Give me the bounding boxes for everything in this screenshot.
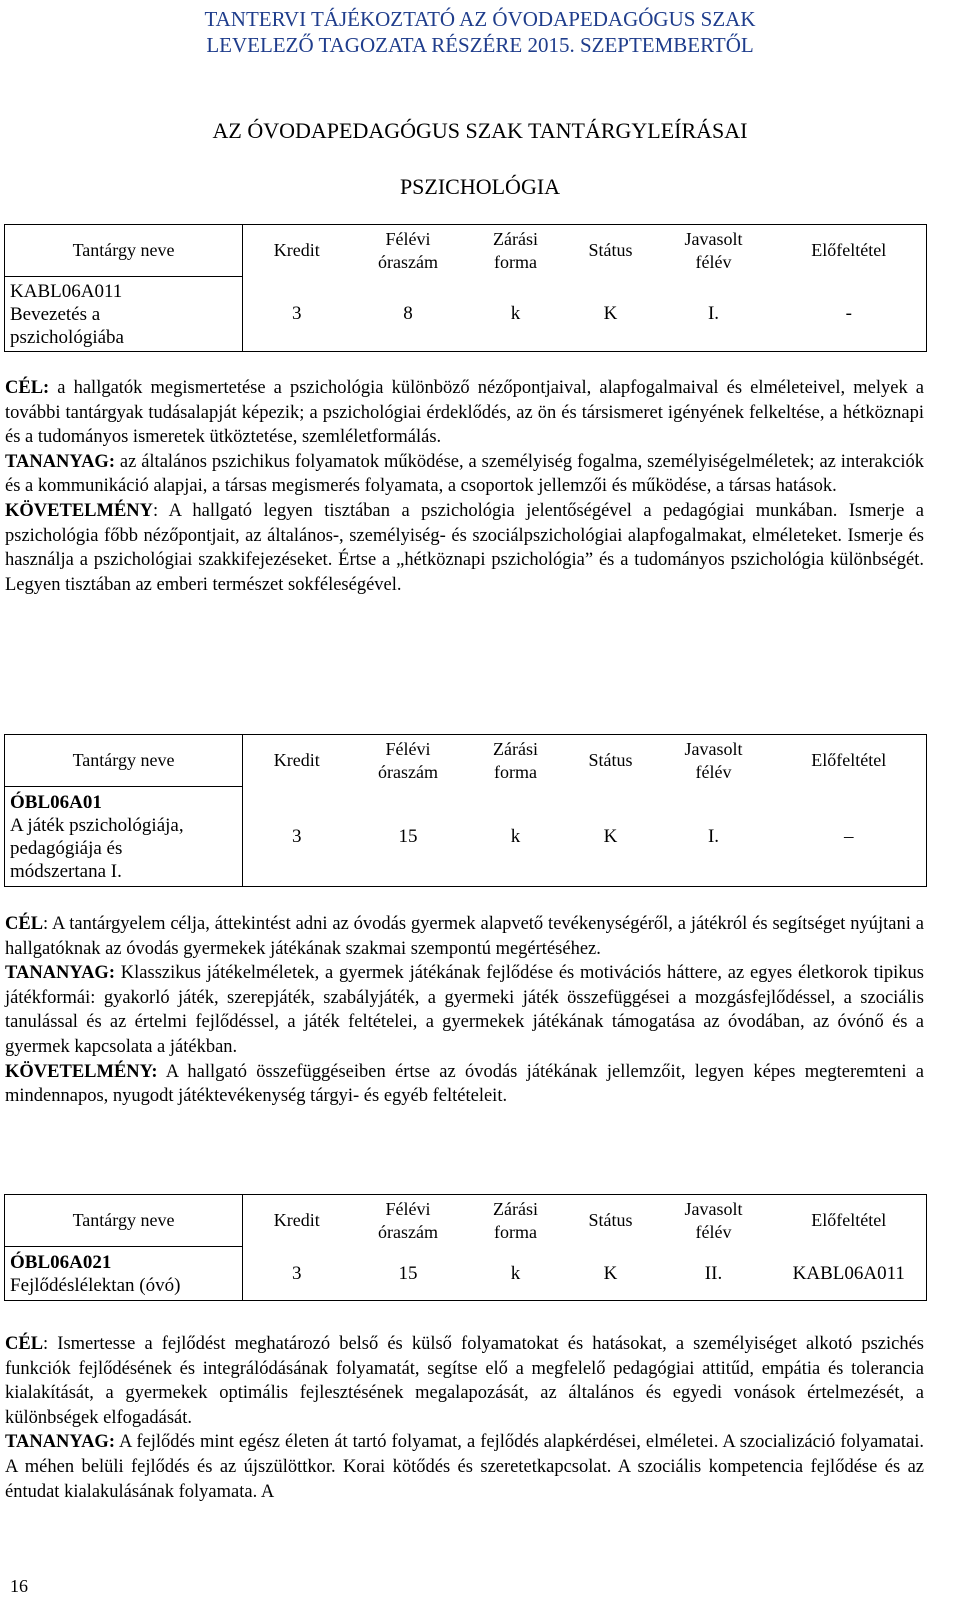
course-exam: k (510, 1262, 521, 1284)
course-prereq: – (844, 825, 854, 847)
course-name-line: Fejlődéslélektan (óvó) (10, 1274, 181, 1296)
header-prereq: Előfeltétel (811, 750, 887, 771)
course-status: K (603, 1262, 618, 1284)
header-hours: Félévi óraszám (378, 738, 438, 782)
cel-paragraph (5, 912, 924, 961)
cel-label: CÉL: (5, 378, 50, 398)
kovetelmeny-paragraph (5, 499, 924, 597)
course-table-3 (4, 1194, 927, 1301)
header-hours: Félévi óraszám (378, 228, 438, 272)
course-prereq: KABL06A011 (792, 1262, 905, 1284)
course-name-line: A játék pszichológiája, (10, 814, 184, 836)
section-title: PSZICHOLÓGIA (399, 174, 561, 199)
tananyag-text: A fejlődés mint egész életen át tartó folyamat, a fejlődés alapkérdései, elméletei. A szocializáció folyamatai. A méhen belüli fejlődés és az újszülöttkor. Korai kötődés és szeretetkapcsolat. A szociális kompetencia fejlődése és az éntudat kialakulásának folyamata. A (5, 1432, 924, 1502)
kovetelmeny-paragraph (5, 1060, 924, 1109)
main-title: AZ ÓVODAPEDAGÓGUS SZAK TANTÁRGYLEÍRÁSAI (212, 118, 748, 143)
course-description-2 (5, 912, 924, 1109)
course-status: K (603, 303, 618, 325)
header-prereq: Előfeltétel (811, 1210, 887, 1231)
course-name-cell (5, 787, 243, 887)
header-status: Státus (588, 750, 633, 771)
course-exam: k (510, 825, 521, 847)
tananyag-paragraph (5, 450, 924, 499)
header-prereq: Előfeltétel (811, 240, 887, 261)
cel-label: CÉL (5, 1334, 44, 1354)
course-code: ÓBL06A021 (10, 1251, 112, 1273)
course-name-line: módszertana I. (10, 860, 122, 882)
header-name: Tantárgy neve (5, 735, 243, 787)
header-exam: Zárási forma (493, 738, 538, 782)
course-description-3 (5, 1332, 924, 1504)
tananyag-label: TANANYAG: (5, 963, 115, 984)
header-credit: Kredit (273, 750, 320, 771)
cel-text: : Ismertesse a fejlődést meghatározó belső és külső folyamatokat és hatásokat, a személyiséget alkotó pszichés funkciók fejlődésének és integrálódásának folyamatát, segítse elő a megfelelő pedagógiai attitűd, empátia és tolerancia kialakítását, a gyermekek optimális fejlesztésének megalapozását, az általános és egyedi vonások értelmezését, a különbségek elfogadását. (5, 1334, 924, 1428)
header-status: Státus (588, 240, 633, 261)
tananyag-text: az általános pszichikus folyamatok működése, a személyiség fogalma, személyiségelméletek; az interakciók és a kommunikáció alapjai, a társas megismerés folyamata, a csoportok jellemzői és működése, a társas hatások. (5, 451, 924, 497)
header-semester: Javasolt félév (684, 738, 743, 782)
course-code: KABL06A011 (10, 280, 123, 302)
header-name: Tantárgy neve (5, 1195, 243, 1247)
course-table-2 (4, 734, 927, 887)
header-exam: Zárási forma (493, 228, 538, 272)
header-exam: Zárási forma (493, 1198, 538, 1242)
course-code: ÓBL06A01 (10, 791, 102, 813)
course-name-cell (5, 1247, 243, 1301)
course-credit: 3 (292, 825, 302, 847)
tananyag-text: Klasszikus játékelméletek, a gyermek játékának fejlődése és motivációs háttere, az egyes életkorok tipikus játékformái: gyakorló játék, szerepjáték, szabályjáték, a gyermeki játék összefüggései a mozgásfejlődéssel, a szociális tanulással és az értelmi fejlődéssel, a játék feltételei, a gyermekek játékának támogatása az óvodában, az óvónő és a gyermek kapcsolata a játékban. (5, 963, 924, 1057)
header-semester: Javasolt félév (684, 1198, 743, 1242)
cel-paragraph (5, 376, 924, 450)
course-credit: 3 (292, 303, 302, 325)
course-prereq: - (845, 303, 852, 325)
course-name-line: pedagógiája és (10, 837, 123, 859)
cel-label: CÉL (5, 914, 44, 934)
course-name-line: Bevezetés a (10, 303, 101, 325)
course-description-1 (5, 376, 924, 597)
course-status: K (603, 825, 618, 847)
kovetelmeny-label: KÖVETELMÉNY (5, 500, 154, 521)
cel-text: a hallgatók megismertetése a pszichológia különböző nézőpontjaival, alapfogalmaival és elméleteivel, melyek a további tantárgyak tudásalapját képezik; a pszichológiai érdeklődés, az ön és társismeret igényének felkeltése, a hétköznapi és a tudományos ismeretek ütköztetése, szemléletformálás. (5, 378, 924, 448)
header-credit: Kredit (273, 1210, 320, 1231)
header-credit: Kredit (273, 240, 320, 261)
course-exam: k (510, 303, 521, 325)
kovetelmeny-text: : A hallgató legyen tisztában a pszichológia jelentőségével a pedagógiai munkában. Ismerje a pszichológia főbb nézőpontjait, az általános-, személyiség- és szociálpszichológiai alapfogalmakat, elméleteket. Ismerje és használja a pszichológiai szakkifejezéseket. Értse a „hétköznapi pszichológia” és a tudományos pszichológia különbségét. Legyen tisztában az emberi természet sokféleségével. (5, 500, 924, 595)
tananyag-label: TANANYAG: (5, 451, 115, 472)
page-number: 16 (10, 1576, 28, 1596)
course-credit: 3 (292, 1262, 302, 1284)
tananyag-paragraph (5, 1430, 924, 1504)
course-semester: I. (707, 825, 720, 847)
kovetelmeny-text: A hallgató összefüggéseiben értse az óvodás játékának jellemzőit, legyen képes megteremteni a mindennapos, nyugodt játéktevékenység tárgyi- és egyéb feltételeit. (5, 1061, 924, 1107)
header-hours: Félévi óraszám (378, 1198, 438, 1242)
course-hours: 8 (403, 303, 413, 325)
course-name-cell (5, 277, 243, 352)
course-hours: 15 (398, 1262, 418, 1284)
header-status: Státus (588, 1210, 633, 1231)
course-table-1 (4, 224, 927, 352)
course-name-line: pszichológiába (10, 326, 124, 348)
kovetelmeny-label: KÖVETELMÉNY: (5, 1061, 158, 1082)
header-name: Tantárgy neve (5, 225, 243, 277)
tananyag-paragraph (5, 961, 924, 1059)
header-line-1: TANTERVI TÁJÉKOZTATÓ AZ ÓVODAPEDAGÓGUS SZAK (204, 7, 756, 31)
course-semester: I. (707, 303, 720, 325)
page-header (0, 6, 960, 58)
header-semester: Javasolt félév (684, 228, 743, 272)
course-hours: 15 (398, 825, 418, 847)
course-semester: II. (704, 1262, 723, 1284)
tananyag-label: TANANYAG: (5, 1432, 115, 1453)
cel-text: : A tantárgyelem célja, áttekintést adni az óvodás gyermek alapvető tevékenységéről, a játékról és segítséget nyújtani a hallgatóknak az óvodás gyermekek játékának szakmai szempontú megértéséhez. (5, 914, 924, 959)
cel-paragraph (5, 1332, 924, 1430)
header-line-2: LEVELEZŐ TAGOZATA RÉSZÉRE 2015. SZEPTEMBERTŐL (206, 33, 754, 57)
